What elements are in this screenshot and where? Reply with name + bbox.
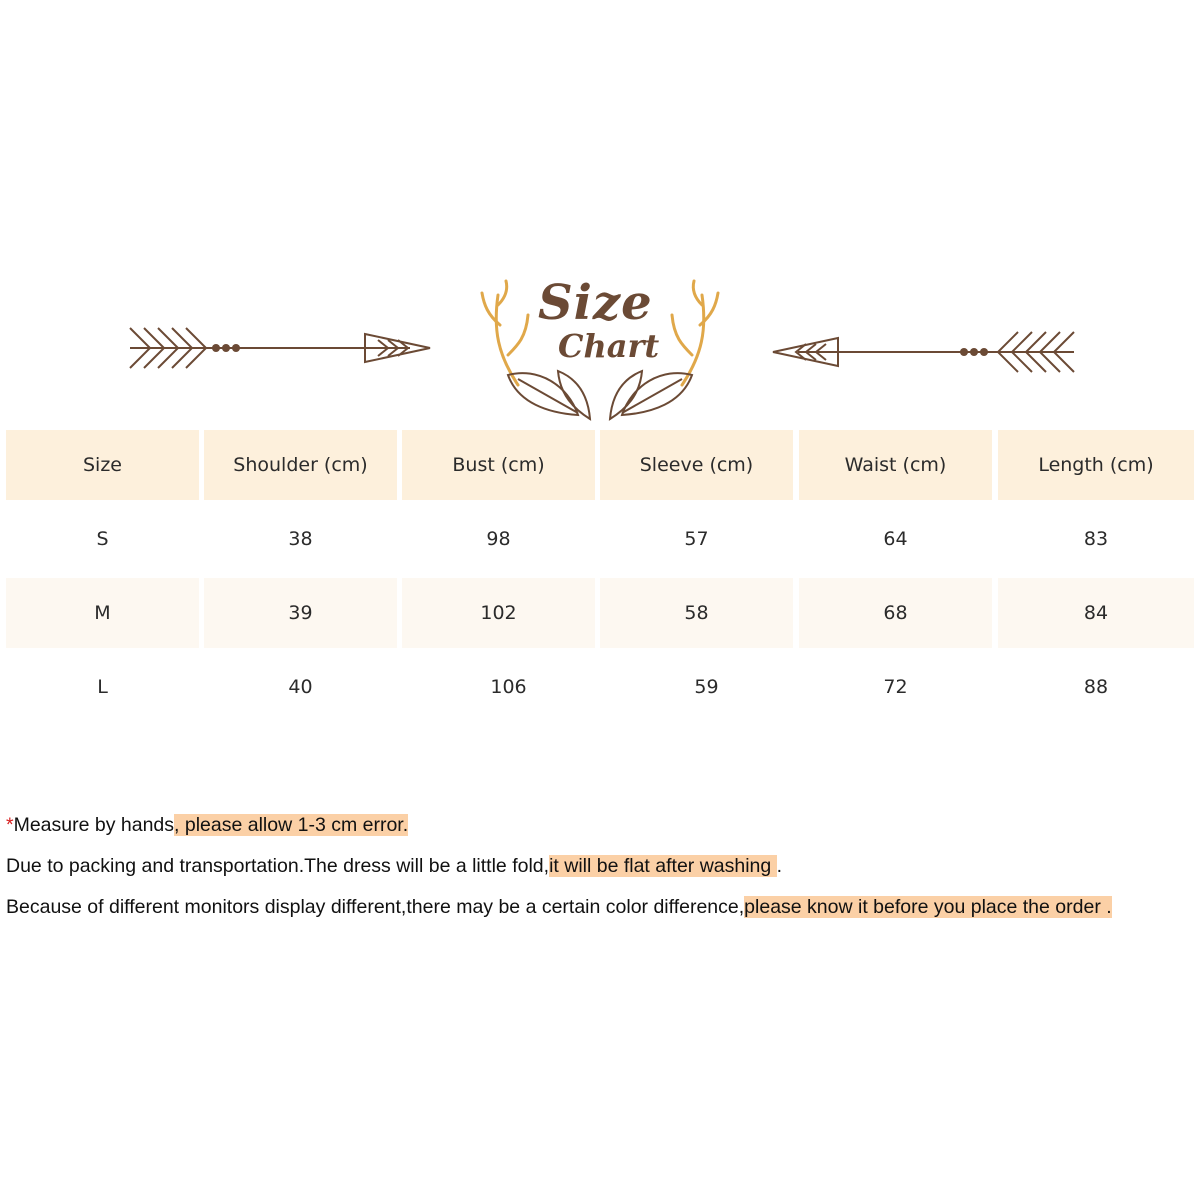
header-bust: Bust (cm) <box>402 430 595 500</box>
size-chart-logo <box>478 275 722 425</box>
note-highlight: please know it before you place the order . <box>744 896 1112 918</box>
asterisk: * <box>6 814 14 836</box>
table-cell: 40 <box>288 676 313 698</box>
table-row <box>6 578 1194 648</box>
table-cell: M <box>6 578 199 648</box>
table-row <box>6 652 1194 722</box>
table-cell: 98 <box>486 528 511 550</box>
left-arrow-icon <box>120 318 440 378</box>
note-measure <box>6 814 408 837</box>
note-packing <box>6 855 782 878</box>
table-cell: L <box>97 676 108 698</box>
table-cell: 64 <box>883 528 908 550</box>
note-text: Measure by hands <box>13 814 175 836</box>
note-tail: . <box>776 855 783 877</box>
header-waist: Waist (cm) <box>799 430 992 500</box>
table-cell: S <box>96 528 109 550</box>
table-cell: 59 <box>694 676 719 698</box>
note-highlight: it will be flat after washing <box>549 855 777 877</box>
note-highlight: , please allow 1-3 cm error. <box>174 814 409 836</box>
logo-title-chart: Chart <box>558 327 660 365</box>
table-cell: 57 <box>684 528 709 550</box>
table-row <box>6 504 1194 574</box>
table-cell: 39 <box>204 578 397 648</box>
header-shoulder: Shoulder (cm) <box>204 430 397 500</box>
table-cell: 84 <box>998 578 1194 648</box>
table-header-row <box>6 430 1194 500</box>
note-text: Due to packing and transportation.The dress will be a little fold, <box>6 855 550 877</box>
table-cell: 102 <box>402 578 595 648</box>
header-size: Size <box>6 430 199 500</box>
table-cell: 83 <box>1083 528 1109 550</box>
table-cell: 58 <box>600 578 793 648</box>
table-cell: 106 <box>490 676 527 698</box>
header-sleeve: Sleeve (cm) <box>600 430 793 500</box>
header-length: Length (cm) <box>998 430 1194 500</box>
table-cell: 88 <box>1083 676 1109 698</box>
logo-title-size: Size <box>538 275 653 331</box>
table-cell: 38 <box>288 528 313 550</box>
note-text: Because of different monitors display different,there may be a certain color difference, <box>6 896 745 918</box>
table-cell: 68 <box>799 578 992 648</box>
table-cell: 72 <box>883 676 908 698</box>
right-arrow-icon <box>768 322 1088 382</box>
note-color <box>6 896 1112 919</box>
